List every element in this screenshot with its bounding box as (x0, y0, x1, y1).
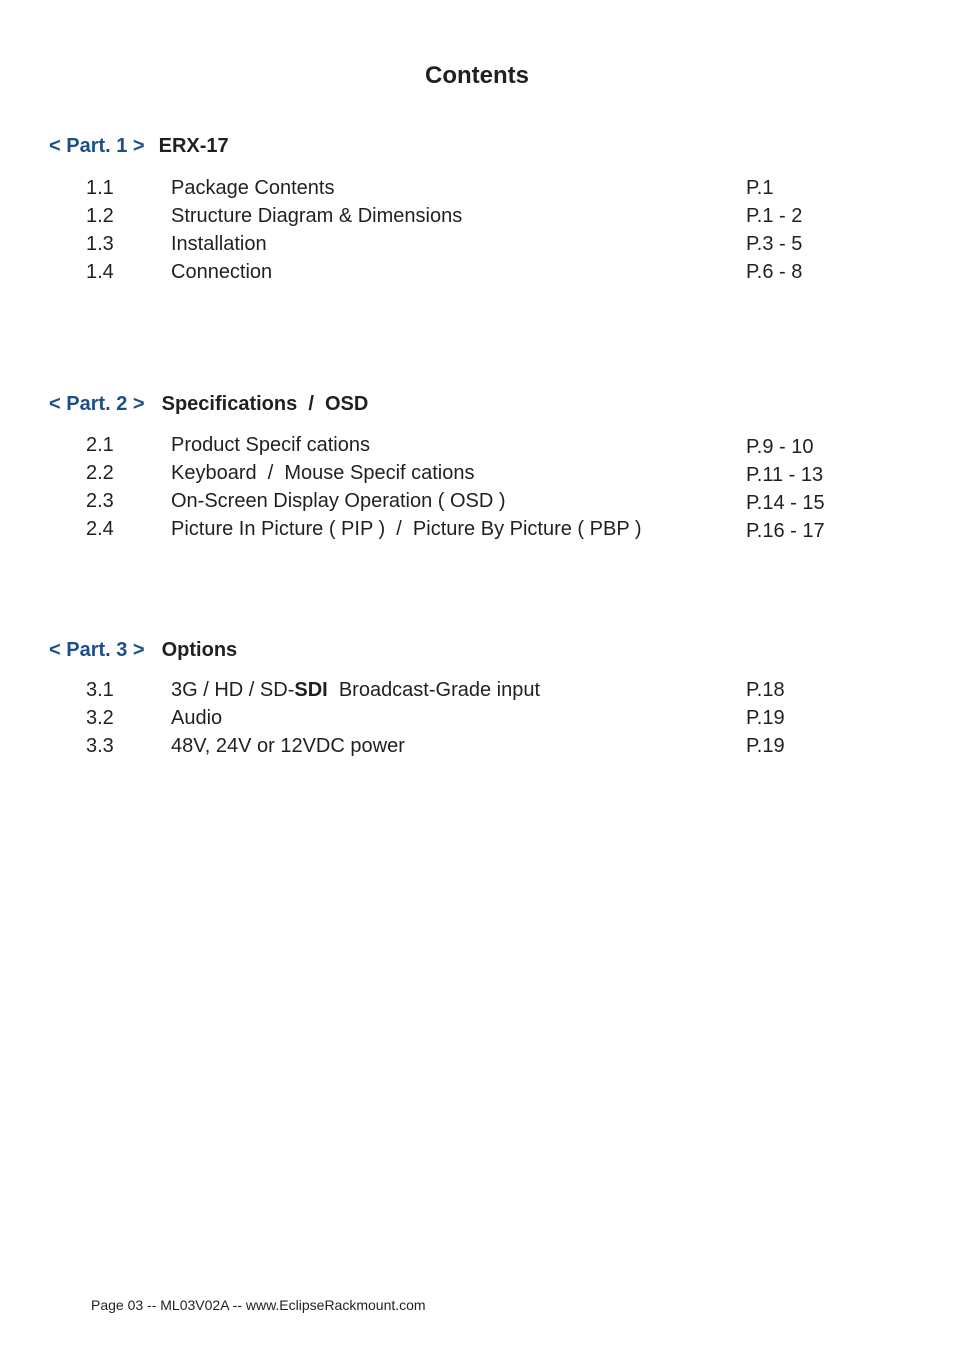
part-2-heading (49, 393, 368, 416)
entry-page: P.19 (746, 735, 785, 757)
entry-page: P.19 (746, 707, 785, 729)
entry-number: 2.1 (86, 434, 114, 456)
part-1-name: ERX-17 (158, 135, 229, 157)
entry-page: P.18 (746, 679, 785, 701)
toc-entry-2-3[interactable] (0, 490, 954, 518)
toc-entry-2-4[interactable] (0, 518, 954, 546)
entry-label: Picture In Picture ( PIP ) / Picture By Picture ( PBP ) (171, 518, 642, 540)
entry-label: Connection (171, 261, 273, 283)
entry-label-prefix: 3G / HD / SD- (171, 679, 295, 701)
toc-entry-1-4[interactable] (0, 261, 954, 289)
toc-entry-3-1[interactable] (0, 679, 954, 707)
entry-label: Product Specif cations (171, 434, 370, 456)
entry-number: 2.2 (86, 462, 114, 484)
entry-label (171, 679, 540, 702)
entry-label: On-Screen Display Operation ( OSD ) (171, 490, 506, 512)
entry-label: Installation (171, 233, 267, 255)
entry-label: Keyboard / Mouse Specif cations (171, 462, 475, 484)
entry-page: P.1 (746, 177, 774, 199)
part-3-name: Options (161, 639, 238, 661)
entry-label: Package Contents (171, 177, 335, 199)
entry-page: P.9 - 10 (746, 436, 814, 458)
entry-page: P.1 - 2 (746, 205, 803, 227)
part-2-name: Specifications / OSD (161, 393, 369, 415)
part-1-tag: < Part. 1 > (49, 135, 145, 157)
entry-label: Audio (171, 707, 223, 729)
part-1-heading (49, 135, 229, 158)
entry-label: Structure Diagram & Dimensions (171, 205, 463, 227)
entry-page: P.16 - 17 (746, 520, 825, 542)
toc-entry-3-2[interactable] (0, 707, 954, 735)
part-2-tag: < Part. 2 > (49, 393, 145, 415)
entry-number: 3.1 (86, 679, 114, 701)
entry-number: 1.3 (86, 233, 114, 255)
entry-page: P.14 - 15 (746, 492, 825, 514)
page-footer: Page 03 -- ML03V02A -- www.EclipseRackmount.com (91, 1297, 426, 1313)
entry-number: 1.2 (86, 205, 114, 227)
entry-page: P.3 - 5 (746, 233, 803, 255)
entry-number: 1.1 (86, 177, 114, 199)
toc-entry-1-3[interactable] (0, 233, 954, 261)
entry-number: 1.4 (86, 261, 114, 283)
toc-entry-1-2[interactable] (0, 205, 954, 233)
entry-label: 48V, 24V or 12VDC power (171, 735, 405, 757)
entry-number: 2.4 (86, 518, 114, 540)
entry-number: 2.3 (86, 490, 114, 512)
entry-page: P.11 - 13 (746, 464, 824, 486)
toc-entry-3-3[interactable] (0, 735, 954, 763)
entry-label-suffix: Broadcast-Grade input (327, 679, 541, 701)
entry-page: P.6 - 8 (746, 261, 803, 283)
page-title: Contents (425, 62, 529, 89)
toc-entry-2-2[interactable] (0, 462, 954, 490)
entry-label-bold: SDI (294, 679, 328, 701)
toc-entry-1-1[interactable] (0, 177, 954, 205)
part-3-tag: < Part. 3 > (49, 639, 145, 661)
entry-number: 3.3 (86, 735, 114, 757)
toc-entry-2-1[interactable] (0, 434, 954, 462)
part-3-heading (49, 639, 237, 662)
entry-number: 3.2 (86, 707, 114, 729)
